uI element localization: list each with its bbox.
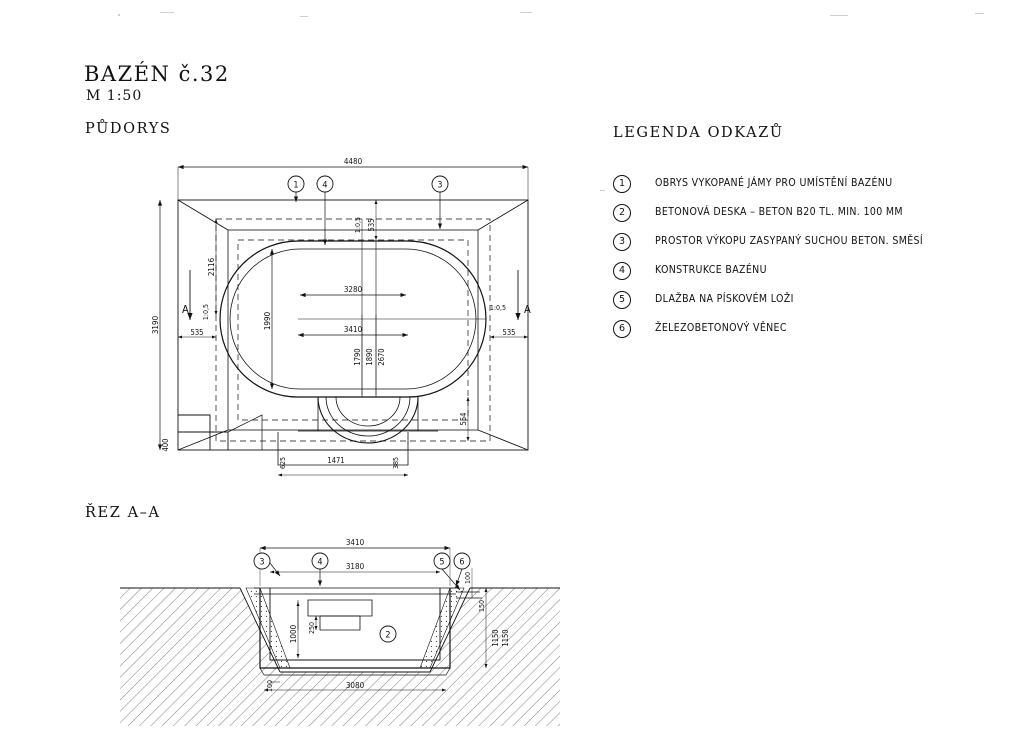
dim-slab-base: 100 <box>266 679 274 693</box>
legend-item <box>613 313 1013 342</box>
dim-bottom-step-1: 625 <box>279 456 287 470</box>
slope-top: 1:0,5 <box>354 216 362 234</box>
svg-text:3: 3 <box>259 557 265 568</box>
callout-circle-icon <box>613 320 635 336</box>
callout-circle-icon <box>613 233 635 249</box>
dim-step-height: 250 <box>308 621 316 635</box>
callout-3 <box>254 553 280 576</box>
svg-text:2: 2 <box>385 630 391 641</box>
dim-section-top-width: 3410 <box>345 538 365 547</box>
plan-view-label: PŮDORYS <box>85 121 172 137</box>
scale-label: M 1:50 <box>86 88 143 104</box>
page-title: BAZÉN č.32 <box>84 62 230 86</box>
title-block <box>84 62 230 104</box>
scan-speck <box>160 12 174 13</box>
legend-list <box>613 168 1013 342</box>
legend-item-label: BETONOVÁ DESKA – BETON B20 TL. MIN. 100 MM <box>655 205 903 218</box>
dim-step-2: 1890 <box>365 348 374 366</box>
dim-excavation-offset: 2116 <box>207 257 216 277</box>
svg-text:6: 6 <box>459 557 465 568</box>
dim-overall-width: 4480 <box>343 157 363 166</box>
dim-pool-inner-height: 1990 <box>263 311 272 331</box>
dim-overall-height: 3190 <box>151 315 160 335</box>
svg-text:1: 1 <box>293 180 299 191</box>
scan-speck <box>520 12 532 13</box>
callout-number: 3 <box>613 233 631 251</box>
callout-number: 5 <box>613 291 631 309</box>
legend-item-label: DLAŽBA NA PÍSKOVÉM LOŽI <box>655 292 794 305</box>
section-drawing <box>120 530 560 730</box>
slope-right: 1:0,5 <box>489 304 507 312</box>
plan-callouts <box>288 176 448 245</box>
dim-bottom-step-2: 1471 <box>327 456 345 465</box>
dim-offset-top: 535 <box>367 218 376 232</box>
dim-total-depth: 1150 <box>491 629 500 647</box>
dim-bottom-step-3: 385 <box>392 456 400 470</box>
svg-text:3: 3 <box>437 180 443 191</box>
section-mark-a-left: A <box>182 303 189 316</box>
scan-speck <box>118 14 120 16</box>
soil-hatch <box>120 588 560 726</box>
plan-drawing <box>150 145 580 485</box>
dim-section-bottom-width: 3080 <box>345 681 365 690</box>
callout-circle-icon <box>613 262 635 278</box>
section-mark-a-right: A <box>524 303 531 316</box>
svg-text:4: 4 <box>322 180 328 191</box>
callout-circle-icon <box>613 204 635 220</box>
legend-item <box>613 197 1013 226</box>
callout-3 <box>432 176 448 229</box>
scan-speck <box>975 13 984 14</box>
dim-offset-right: 535 <box>502 328 516 337</box>
dim-depth: 1000 <box>289 624 298 644</box>
legend-item-label: KONSTRUKCE BAZÉNU <box>655 263 767 276</box>
slope-left: 1:0,5 <box>202 303 210 321</box>
dim-step-1: 1790 <box>353 348 362 366</box>
legend-item <box>613 168 1013 197</box>
section-view-label: ŘEZ A–A <box>85 505 161 521</box>
dim-bottom-small: 400 <box>161 438 170 452</box>
dim-pool-inner-width: 3280 <box>343 285 363 294</box>
callout-number: 1 <box>613 175 631 193</box>
legend-item <box>613 284 1013 313</box>
legend-item <box>613 226 1013 255</box>
legend-item <box>613 255 1013 284</box>
dim-section-inner-width: 3180 <box>345 562 365 571</box>
dim-offset-left: 535 <box>190 328 204 337</box>
legend-item-label: PROSTOR VÝKOPU ZASYPANÝ SUCHOU BETON. SMĚSÍ <box>655 234 923 247</box>
dim-step-3: 2670 <box>377 348 386 366</box>
scan-speck <box>600 190 605 191</box>
svg-text:4: 4 <box>317 557 323 568</box>
callout-circle-icon <box>613 291 635 307</box>
callout-4 <box>317 176 333 245</box>
svg-text:5: 5 <box>439 557 445 568</box>
dim-offset-bottom: 554 <box>459 412 468 426</box>
legend-item-label: ŽELEZOBETONOVÝ VĚNEC <box>655 321 787 334</box>
callout-circle-icon <box>613 175 635 191</box>
callout-2 <box>380 626 396 642</box>
callout-number: 2 <box>613 204 631 222</box>
callout-1 <box>288 176 304 202</box>
dim-ring-height: 100 <box>464 571 472 585</box>
callout-4 <box>312 553 328 586</box>
callout-number: 6 <box>613 320 631 338</box>
legend-item-label: OBRYS VYKOPANÉ JÁMY PRO UMÍSTĚNÍ BAZÉNU <box>655 176 893 189</box>
scan-speck <box>300 16 308 17</box>
dim-total-depth-outer: 1150 <box>501 629 510 647</box>
dim-pool-outer-width: 3410 <box>343 325 363 334</box>
callout-number: 4 <box>613 262 631 280</box>
dim-paving-bed: 150 <box>478 599 486 613</box>
scan-speck <box>830 15 848 16</box>
legend-title: LEGENDA ODKAZŮ <box>613 125 784 141</box>
